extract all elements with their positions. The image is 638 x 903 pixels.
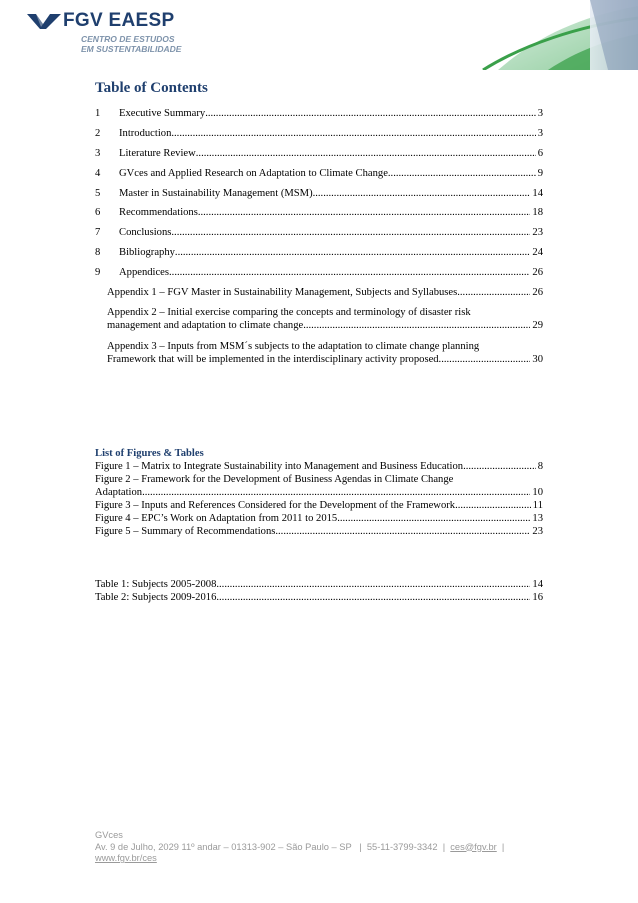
toc-appendix-page: 29: [532, 320, 543, 332]
toc-leader: [216, 578, 530, 591]
toc-entry-label: Bibliography: [119, 247, 175, 259]
footer-org: GVces: [95, 830, 123, 840]
toc-entry-page: 9: [537, 167, 543, 179]
header-decoration: [478, 0, 638, 70]
page-footer: [95, 830, 545, 865]
toc-entry-label: Introduction: [119, 127, 172, 139]
toc-entry[interactable]: [95, 206, 543, 226]
toc-appendix-last-line: [107, 319, 543, 333]
table-entry[interactable]: [95, 591, 543, 604]
figures-list-title: List of Figures & Tables: [95, 447, 204, 459]
table-entry-page: 16: [532, 591, 543, 603]
toc-list: [95, 107, 543, 367]
toc-entry[interactable]: [95, 167, 543, 187]
figure-entry[interactable]: [95, 499, 543, 512]
toc-entry-page: 14: [532, 187, 543, 199]
toc-appendix-entry[interactable]: [95, 286, 543, 306]
brand-name: FGV EAESP: [63, 10, 175, 31]
footer-phone: 55-11-3799-3342: [366, 841, 438, 852]
toc-leader: [175, 246, 530, 259]
figure-entry[interactable]: [95, 473, 543, 499]
toc-entry-number: 6: [95, 207, 101, 219]
document-body: [95, 78, 543, 604]
toc-leader: [169, 266, 530, 279]
toc-entry-label: GVces and Applied Research on Adaptation to Climate Change: [119, 167, 388, 179]
toc-appendix-label: Appendix 1 – FGV Master in Sustainability Management, Subjects and Syllabuses: [107, 287, 458, 299]
toc-entry-label: Conclusions: [119, 227, 172, 239]
toc-leader: [388, 167, 536, 180]
toc-entry-number: 1: [95, 108, 101, 119]
brand-subtitle: [81, 34, 181, 54]
footer-separator: |: [442, 841, 446, 852]
toc-leader: [142, 486, 530, 499]
toc-appendix-label: Framework that will be implemented in the interdisciplinary activity proposed.: [107, 354, 442, 366]
figure-entry-last-line: [95, 486, 543, 499]
toc-title: Table of Contents: [95, 80, 208, 96]
toc-appendix-label-line: Appendix 2 – Initial exercise comparing the concepts and terminology of disaster risk: [107, 306, 471, 318]
toc-entry-number: 9: [95, 267, 101, 279]
toc-entry-label: Executive Summary: [119, 108, 206, 119]
figure-entry-label: Figure 3 – Inputs and References Considered for the Development of the Framework: [95, 499, 456, 511]
toc-leader: [455, 499, 531, 512]
figure-entry[interactable]: [95, 460, 543, 473]
toc-leader: [306, 319, 531, 333]
footer-separator: |: [501, 841, 505, 852]
figure-entry-label-line: Figure 2 – Framework for the Development of Business Agendas in Climate Change: [95, 473, 454, 485]
toc-entry-page: 3: [537, 127, 543, 139]
toc-entry-label: Master in Sustainability Management (MSM): [119, 187, 313, 199]
toc-entry[interactable]: [95, 187, 543, 207]
footer-address: Av. 9 de Julho, 2029 11º andar – 01313-902 – São Paulo – SP: [95, 841, 352, 852]
figure-entry-label: Figure 4 – EPC’s Work on Adaptation from 2011 to 2015: [95, 512, 338, 524]
toc-leader: [216, 591, 530, 604]
toc-leader: [457, 286, 530, 299]
toc-entry-label: Recommendations: [119, 207, 198, 219]
toc-leader: [275, 525, 530, 538]
table-entry-label: Table 1: Subjects 2005-2008: [95, 578, 217, 590]
toc-leader: [441, 353, 530, 367]
figure-entry-label: Figure 5 – Summary of Recommendations: [95, 525, 276, 537]
fgv-logo-icon: [27, 12, 63, 30]
figure-entry-page: 13: [532, 512, 543, 524]
toc-entry-page: 24: [532, 247, 543, 259]
toc-leader: [171, 127, 535, 140]
toc-entry[interactable]: [95, 226, 543, 246]
toc-leader: [463, 460, 536, 473]
toc-leader: [196, 147, 536, 160]
figure-entry-label: Figure 1 – Matrix to Integrate Sustainability into Management and Business Education: [95, 460, 464, 472]
tables-list: [95, 578, 543, 604]
toc-entry-number: 4: [95, 167, 101, 179]
toc-leader: [205, 107, 536, 120]
toc-appendix-entry[interactable]: [95, 306, 543, 333]
toc-entry[interactable]: [95, 127, 543, 147]
toc-leader: [171, 226, 530, 239]
toc-entry-page: 23: [532, 227, 543, 239]
toc-entry-page: 18: [532, 207, 543, 219]
toc-appendix-entry[interactable]: [95, 340, 543, 367]
figure-entry[interactable]: [95, 512, 543, 525]
toc-entry-number: 2: [95, 127, 101, 139]
figure-entry[interactable]: [95, 525, 543, 538]
figure-entry-label: Adaptation: [95, 486, 143, 498]
toc-leader: [198, 206, 531, 219]
toc-entry-page: 3: [537, 108, 543, 119]
footer-email-link[interactable]: ces@fgv.br: [450, 841, 497, 852]
toc-entry-number: 3: [95, 147, 101, 159]
page-header: [0, 0, 638, 70]
toc-entry-number: 5: [95, 187, 101, 199]
footer-website-link[interactable]: www.fgv.br/ces: [95, 853, 157, 863]
toc-entry[interactable]: [95, 246, 543, 266]
toc-entry-number: 8: [95, 247, 101, 259]
toc-entry-page: 26: [532, 267, 543, 279]
toc-entry-label: Appendices: [119, 267, 170, 279]
toc-entry[interactable]: [95, 266, 543, 286]
toc-entry-label: Literature Review: [119, 147, 196, 159]
figures-list: [95, 460, 543, 538]
figure-entry-page: 23: [532, 525, 543, 537]
footer-separator: |: [359, 841, 362, 852]
toc-leader: [313, 187, 531, 200]
toc-entry-number: 7: [95, 227, 101, 239]
brand-subtitle-line2: EM SUSTENTABILIDADE: [81, 44, 182, 54]
toc-appendix-label-line: Appendix 3 – Inputs from MSM´s subjects to the adaptation to climate change planning: [107, 340, 480, 352]
figure-entry-page: 11: [532, 499, 543, 511]
table-entry-label: Table 2: Subjects 2009-2016: [95, 591, 217, 603]
toc-appendix-page: 30: [532, 354, 543, 366]
toc-appendix-page: 26: [532, 287, 543, 299]
table-entry[interactable]: [95, 578, 543, 591]
brand-subtitle-line1: CENTRO DE ESTUDOS: [81, 34, 175, 44]
table-entry-page: 14: [532, 578, 543, 590]
toc-entry-page: 6: [537, 147, 543, 159]
footer-website-line: [95, 853, 545, 865]
figure-entry-page: 8: [537, 460, 543, 472]
toc-appendix-last-line: [107, 353, 543, 367]
toc-leader: [337, 512, 530, 525]
footer-contact-line: [95, 842, 545, 854]
toc-entry[interactable]: [95, 147, 543, 167]
figure-entry-page: 10: [532, 486, 543, 498]
toc-entry[interactable]: [95, 107, 543, 127]
toc-appendix-label: management and adaptation to climate change.: [107, 320, 306, 332]
